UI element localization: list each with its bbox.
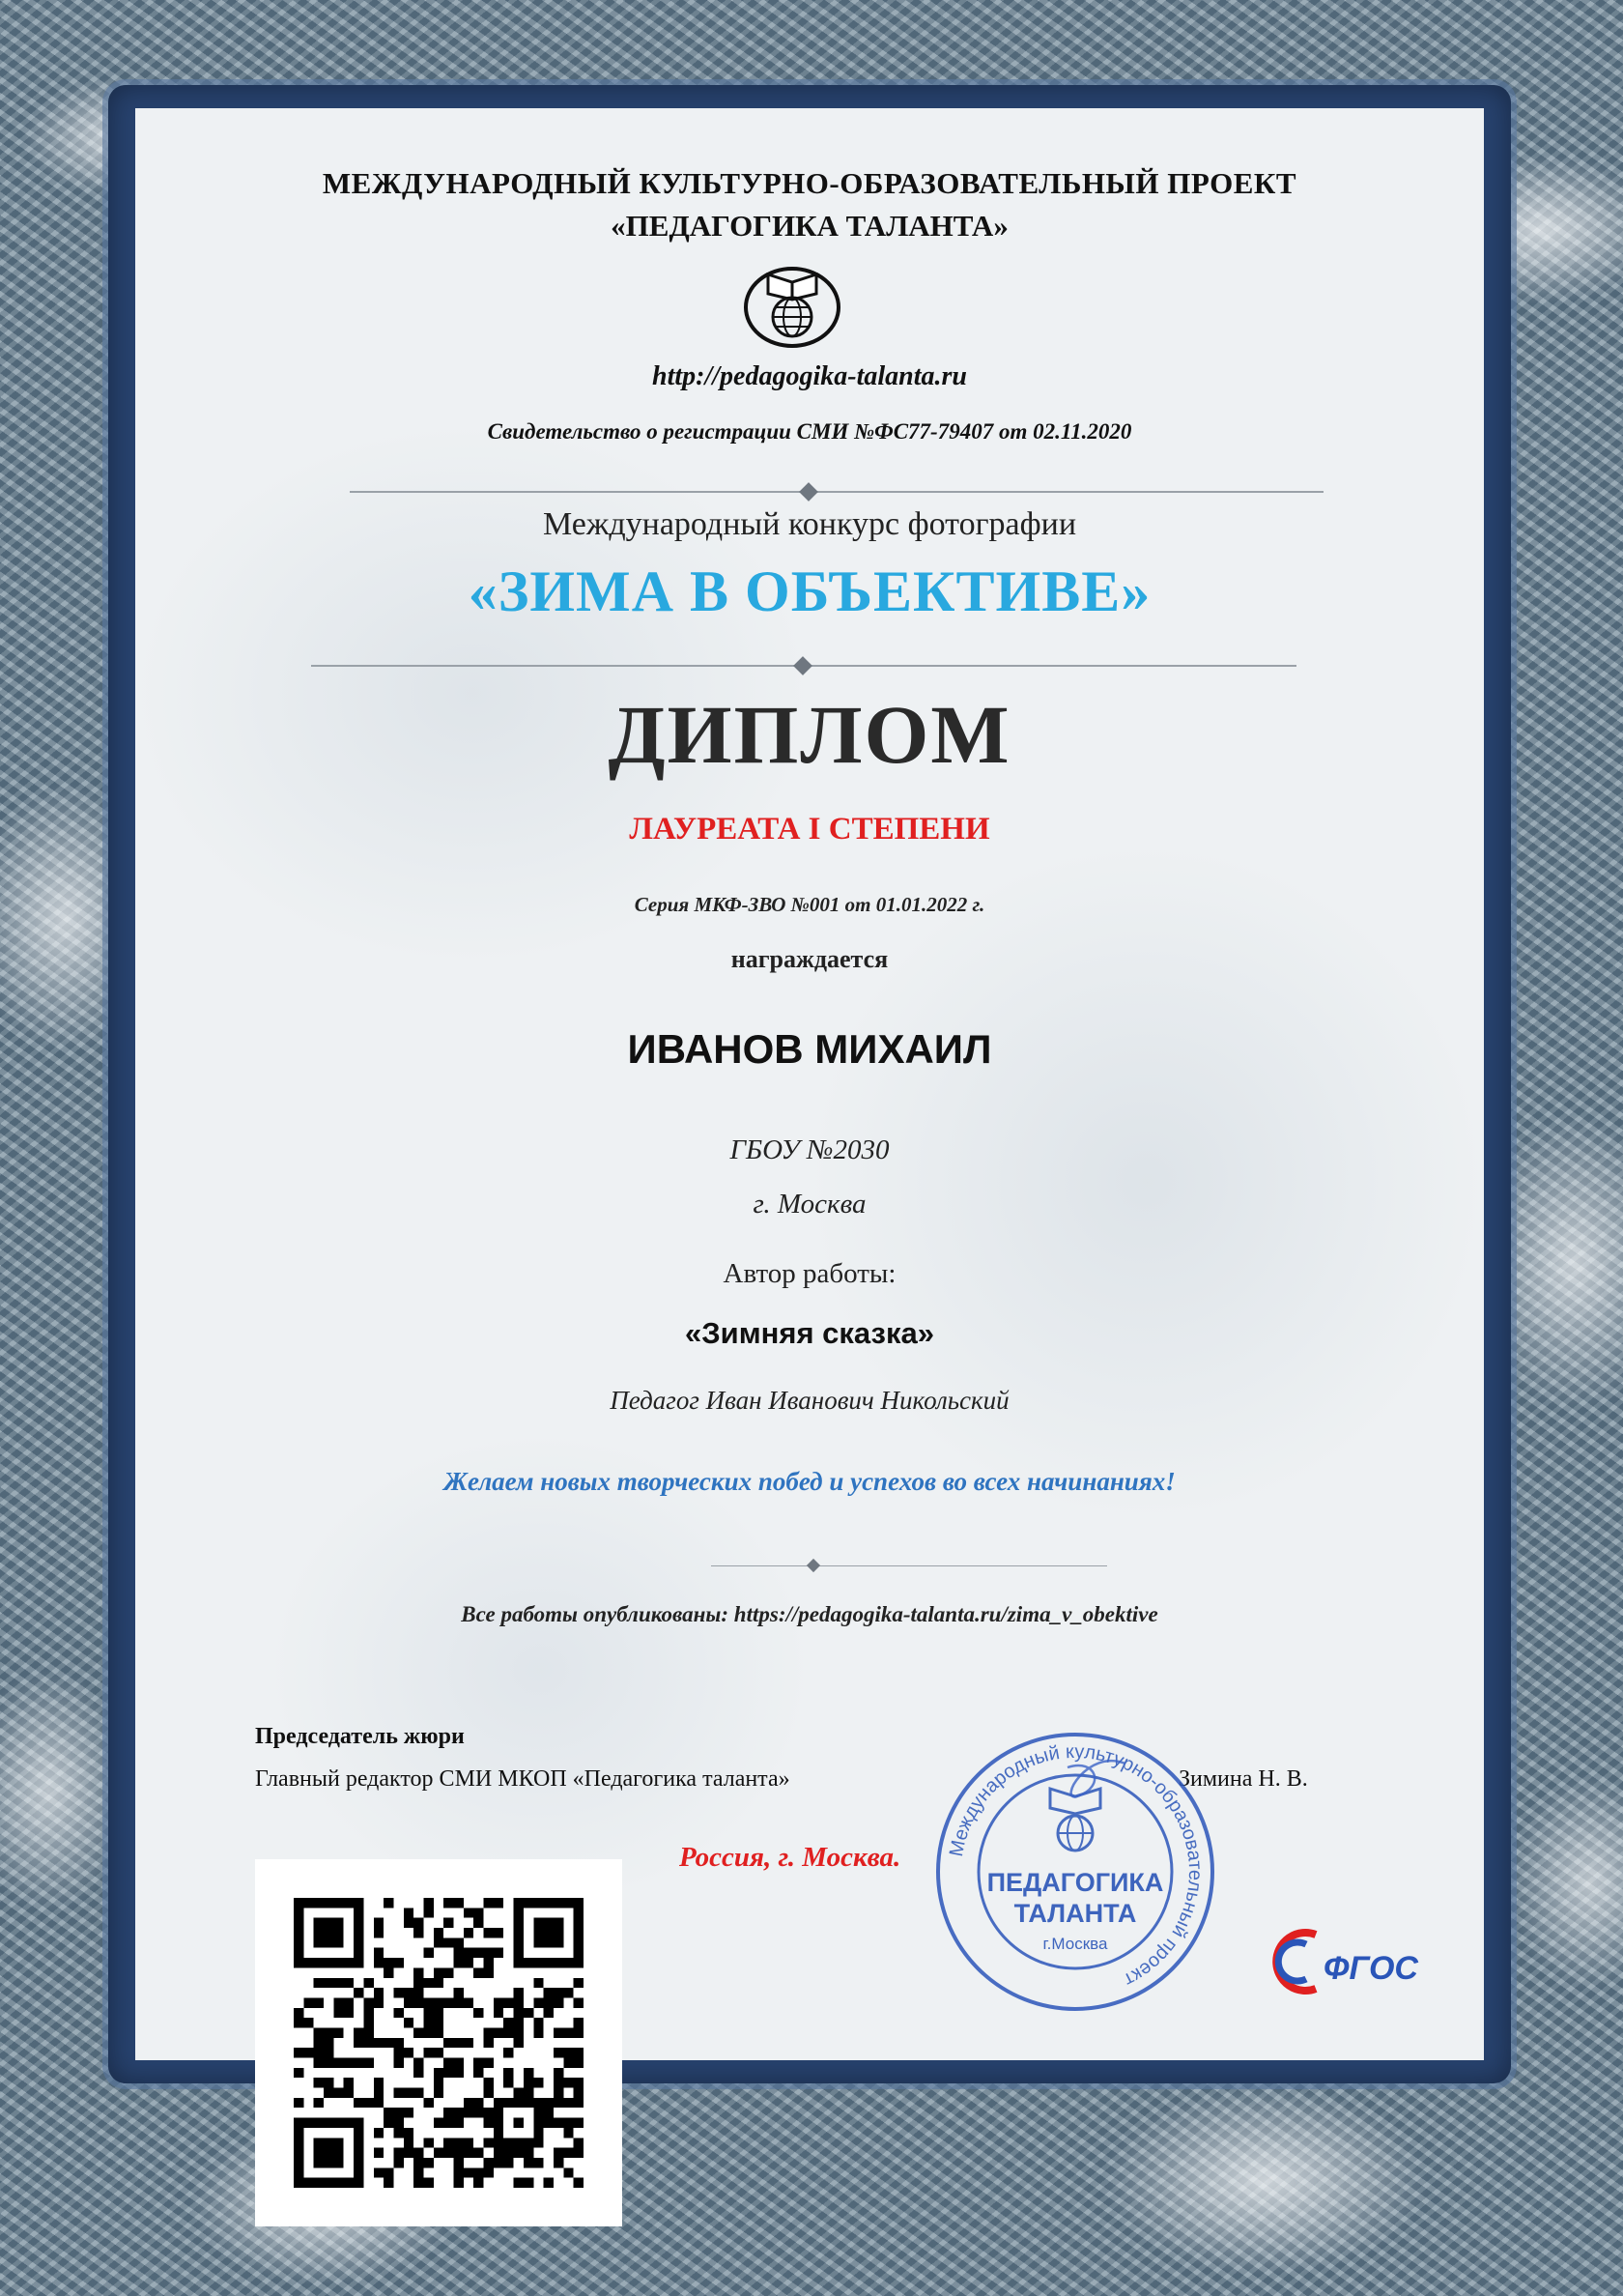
- contest-type: Международный конкурс фотографии: [542, 506, 1077, 542]
- qr-code[interactable]: [255, 1859, 622, 2226]
- stamp-city: г.Москва: [1042, 1935, 1108, 1953]
- website-link[interactable]: http://pedagogika-talanta.ru: [652, 361, 967, 391]
- contest-name: «ЗИМА В ОБЪЕКТИВЕ»: [468, 560, 1152, 623]
- project-line: МЕЖДУНАРОДНЫЙ КУЛЬТУРНО-ОБРАЗОВАТЕЛЬНЫЙ ПРОЕКТ: [322, 166, 1297, 200]
- stamp-line1: ПЕДАГОГИКА: [986, 1868, 1164, 1897]
- divider-bottom: [711, 1565, 1107, 1566]
- recipient-name: ИВАНОВ МИХАИЛ: [627, 1026, 992, 1072]
- certificate-paper: [135, 108, 1484, 2060]
- city-name: г. Москва: [753, 1189, 867, 1220]
- stamp-line2: ТАЛАНТА: [1013, 1899, 1137, 1928]
- divider-diamond: [793, 656, 812, 675]
- wish-text: Желаем новых творческих побед и успехов во всех начинаниях!: [443, 1467, 1176, 1496]
- svg-text:Международный культурно-образо: [946, 1741, 1206, 1991]
- stamp-ring-text: Международный культурно-образовательный проект: [945, 1740, 1207, 1991]
- teacher-name: Педагог Иван Иванович Никольский: [610, 1386, 1010, 1415]
- work-title: «Зимняя сказка»: [685, 1316, 934, 1350]
- project-name: «ПЕДАГОГИКА ТАЛАНТА»: [611, 209, 1009, 243]
- qr-code-icon: [294, 1898, 584, 2188]
- editor-label: Главный редактор СМИ МКОП «Педагогика таланта»: [255, 1766, 790, 1792]
- place-text: Россия, г. Москва.: [679, 1842, 901, 1873]
- author-label: Автор работы:: [723, 1258, 897, 1289]
- jury-chair-label: Председатель жюри: [255, 1724, 465, 1749]
- signer-name: Зимина Н. В.: [1179, 1766, 1308, 1792]
- divider-top: [350, 491, 1324, 493]
- divider-diamond: [807, 1559, 820, 1572]
- series-number: Серия МКФ-ЗВО №001 от 01.01.2022 г.: [634, 893, 985, 916]
- registration-text: Свидетельство о регистрации СМИ №ФС77-79407 от 02.11.2020: [487, 419, 1132, 444]
- fgos-badge-icon: [1266, 1923, 1459, 2000]
- fgos-label: ФГОС: [1324, 1950, 1418, 1987]
- globe-book-logo-icon: [739, 253, 845, 350]
- awarded-label: награждается: [730, 945, 889, 973]
- laureate-degree: ЛАУРЕАТА I СТЕПЕНИ: [629, 812, 990, 847]
- official-stamp: [932, 1729, 1218, 2015]
- divider-diamond: [799, 482, 818, 502]
- diploma-title: ДИПЛОМ: [608, 688, 1011, 781]
- school-name: ГБОУ №2030: [729, 1134, 890, 1165]
- published-link[interactable]: Все работы опубликованы: https://pedagogika-talanta.ru/zima_v_obektive: [461, 1602, 1158, 1626]
